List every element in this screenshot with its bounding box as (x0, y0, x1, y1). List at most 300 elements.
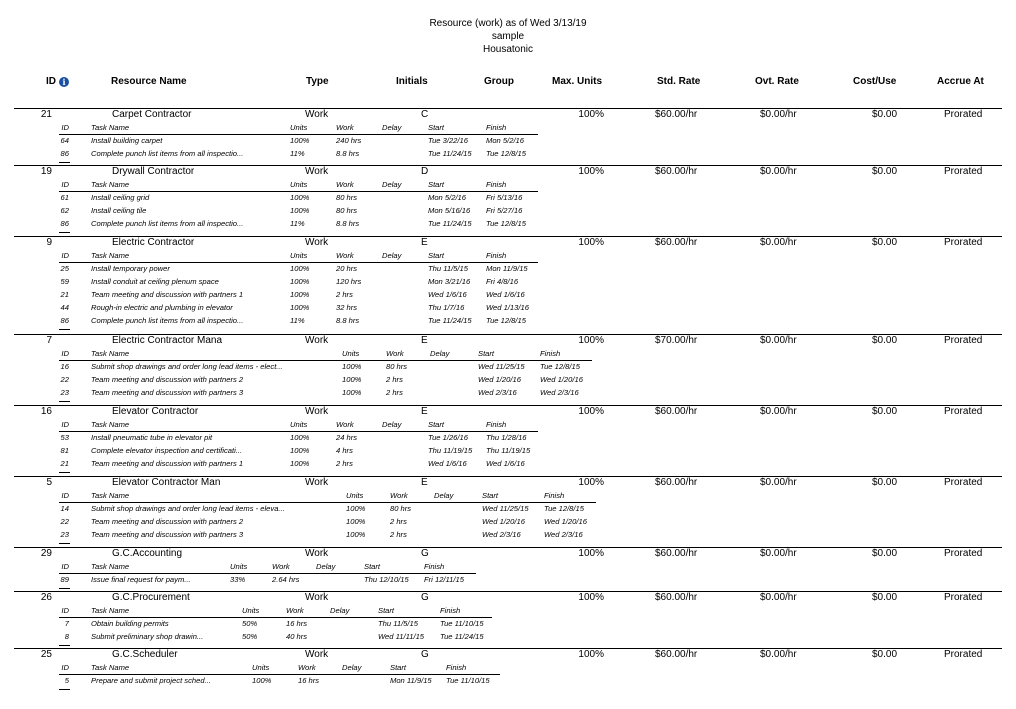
task-start: Wed 2/3/16 (482, 530, 521, 539)
resource-id: 29 (40, 548, 52, 559)
task-id: 62 (60, 206, 69, 215)
task-start: Mon 3/21/16 (428, 277, 471, 286)
subtable-header-units: Units (252, 663, 270, 672)
resource-accrue-at: Prorated (944, 335, 983, 346)
report-company: Housatonic (482, 44, 534, 55)
resource-initials: E (421, 335, 428, 346)
task-finish: Wed 1/13/16 (486, 303, 529, 312)
subtable-header-task-name: Task Name (91, 562, 130, 571)
resource-cost-use: $0.00 (872, 237, 898, 248)
task-work: 8.8 hrs (336, 219, 360, 228)
col-header-group: Group (484, 76, 514, 87)
task-units: 100% (290, 277, 310, 286)
task-units: 100% (290, 206, 310, 215)
task-finish: Tue 12/8/15 (486, 149, 526, 158)
task-name: Install temporary power (91, 264, 170, 273)
subtable-header-delay: Delay (382, 251, 402, 260)
subtable-header-start: Start (478, 349, 495, 358)
subtable-header-rule (59, 573, 476, 574)
task-finish: Wed 1/6/16 (486, 459, 525, 468)
task-id: 21 (60, 290, 69, 299)
task-units: 100% (290, 459, 310, 468)
resource-std-rate: $60.00/hr (655, 166, 698, 177)
task-name: Complete elevator inspection and certificati... (91, 446, 243, 455)
task-name: Install ceiling tile (91, 206, 147, 215)
subtable-header-start: Start (428, 123, 445, 132)
subtable-header-id: ID (61, 562, 69, 571)
resource-type: Work (305, 166, 329, 177)
subtable-header-finish: Finish (486, 251, 507, 260)
col-header-ovt-rate: Ovt. Rate (755, 76, 799, 87)
task-name: Team meeting and discussion with partners 1 (91, 290, 244, 299)
col-header-cost-use: Cost/Use (853, 76, 897, 87)
task-name: Submit preliminary shop drawin... (91, 632, 204, 641)
resource-id: 19 (40, 166, 52, 177)
subtable-header-units: Units (290, 251, 308, 260)
task-id: 23 (60, 530, 69, 539)
task-id-end-rule (59, 588, 70, 589)
resource-cost-use: $0.00 (872, 548, 898, 559)
resource-max-units: 100% (578, 477, 604, 488)
resource-type: Work (305, 237, 329, 248)
task-finish: Tue 12/8/15 (486, 219, 526, 228)
task-name: Prepare and submit project sched... (91, 676, 211, 685)
task-work: 2 hrs (386, 375, 403, 384)
task-name: Complete punch list items from all inspectio... (91, 316, 244, 325)
subtable-header-id: ID (61, 491, 69, 500)
subtable-header-finish: Finish (446, 663, 467, 672)
task-id: 86 (60, 316, 69, 325)
resource-accrue-at: Prorated (944, 548, 983, 559)
resource-ovt-rate: $0.00/hr (760, 335, 797, 346)
task-units: 100% (346, 517, 366, 526)
resource-accrue-at: Prorated (944, 166, 983, 177)
task-work: 80 hrs (390, 504, 412, 513)
subtable-header-finish: Finish (440, 606, 461, 615)
task-finish: Tue 12/8/15 (540, 362, 580, 371)
resource-id: 26 (40, 592, 52, 603)
subtable-header-rule (59, 134, 538, 135)
resource-std-rate: $60.00/hr (655, 109, 698, 120)
subtable-header-work: Work (336, 180, 354, 189)
resource-cost-use: $0.00 (872, 335, 898, 346)
task-work: 2 hrs (390, 517, 407, 526)
task-start: Mon 5/16/16 (428, 206, 471, 215)
task-units: 100% (290, 446, 310, 455)
subtable-header-work: Work (390, 491, 408, 500)
subtable-header-work: Work (286, 606, 304, 615)
subtable-header-rule (59, 502, 596, 503)
task-start: Wed 11/25/15 (482, 504, 529, 513)
subtable-header-work: Work (298, 663, 316, 672)
subtable-header-id: ID (61, 123, 69, 132)
subtable-header-units: Units (290, 420, 308, 429)
resource-max-units: 100% (578, 406, 604, 417)
subtable-header-rule (59, 674, 500, 675)
subtable-header-delay: Delay (316, 562, 336, 571)
task-units: 33% (230, 575, 246, 584)
task-name: Team meeting and discussion with partners 3 (91, 388, 244, 397)
task-id: 44 (60, 303, 69, 312)
task-units: 100% (290, 136, 310, 145)
task-id-end-rule (59, 232, 70, 233)
task-work: 240 hrs (336, 136, 362, 145)
task-start: Wed 1/6/16 (428, 290, 467, 299)
task-start: Wed 11/11/15 (378, 632, 425, 641)
task-id: 8 (64, 632, 69, 641)
task-start: Thu 1/7/16 (428, 303, 465, 312)
task-id: 64 (60, 136, 69, 145)
col-header-type: Type (306, 76, 329, 87)
task-finish: Wed 2/3/16 (540, 388, 579, 397)
resource-name: G.C.Accounting (112, 548, 183, 559)
task-work: 80 hrs (336, 193, 358, 202)
subtable-header-id: ID (61, 349, 69, 358)
task-finish: Thu 1/28/16 (486, 433, 527, 442)
task-name: Install pneumatic tube in elevator pit (91, 433, 213, 442)
subtable-header-rule (59, 431, 538, 432)
task-finish: Wed 2/3/16 (544, 530, 583, 539)
resource-std-rate: $60.00/hr (655, 477, 698, 488)
resource-id: 9 (46, 237, 52, 248)
task-id: 61 (60, 193, 69, 202)
task-id: 59 (60, 277, 69, 286)
subtable-header-start: Start (482, 491, 499, 500)
task-name: Submit shop drawings and order long lead items - eleva... (91, 504, 285, 513)
resource-accrue-at: Prorated (944, 649, 983, 660)
task-id: 89 (60, 575, 69, 584)
task-finish: Mon 11/9/15 (486, 264, 528, 273)
resource-max-units: 100% (578, 109, 604, 120)
subtable-header-id: ID (61, 606, 69, 615)
task-units: 50% (242, 632, 258, 641)
task-name: Team meeting and discussion with partners 3 (91, 530, 244, 539)
task-units: 100% (346, 504, 366, 513)
task-id: 14 (60, 504, 69, 513)
resource-name: Carpet Contractor (112, 109, 192, 120)
task-units: 11% (290, 219, 305, 228)
subtable-header-id: ID (61, 180, 69, 189)
col-header-max-units: Max. Units (552, 76, 603, 87)
task-units: 100% (290, 303, 310, 312)
subtable-header-units: Units (290, 180, 308, 189)
subtable-header-task-name: Task Name (91, 180, 130, 189)
subtable-header-rule (59, 262, 538, 263)
subtable-header-units: Units (346, 491, 364, 500)
subtable-header-start: Start (428, 251, 445, 260)
task-units: 11% (290, 149, 305, 158)
resource-max-units: 100% (578, 237, 604, 248)
subtable-header-work: Work (272, 562, 290, 571)
subtable-header-delay: Delay (382, 180, 402, 189)
task-finish: Thu 11/19/15 (486, 446, 531, 455)
subtable-header-task-name: Task Name (91, 349, 130, 358)
col-header-id-label: ID (46, 76, 56, 87)
subtable-header-work: Work (336, 251, 354, 260)
resource-ovt-rate: $0.00/hr (760, 166, 797, 177)
resource-type: Work (305, 477, 329, 488)
resource-max-units: 100% (578, 166, 604, 177)
task-name: Team meeting and discussion with partners 1 (91, 459, 244, 468)
subtable-header-delay: Delay (434, 491, 454, 500)
subtable-header-id: ID (61, 420, 69, 429)
task-name: Install conduit at ceiling plenum space (91, 277, 219, 286)
task-id-end-rule (59, 645, 70, 646)
task-start: Wed 1/20/16 (478, 375, 521, 384)
resource-name: Electric Contractor Mana (112, 335, 223, 346)
subtable-header-id: ID (61, 251, 69, 260)
resource-cost-use: $0.00 (872, 477, 898, 488)
task-work: 16 hrs (286, 619, 308, 628)
resource-initials: G (421, 592, 429, 603)
task-finish: Tue 11/10/15 (446, 676, 490, 685)
task-units: 100% (342, 375, 362, 384)
resource-initials: G (421, 548, 429, 559)
task-finish: Tue 12/8/15 (486, 316, 526, 325)
task-work: 24 hrs (336, 433, 358, 442)
task-name: Submit shop drawings and order long lead items - elect... (91, 362, 283, 371)
task-start: Wed 1/6/16 (428, 459, 467, 468)
resource-accrue-at: Prorated (944, 237, 983, 248)
resource-initials: E (421, 477, 428, 488)
task-name: Install ceiling grid (91, 193, 150, 202)
resource-initials: E (421, 237, 428, 248)
subtable-header-task-name: Task Name (91, 491, 130, 500)
task-finish: Wed 1/20/16 (544, 517, 587, 526)
subtable-header-delay: Delay (382, 420, 402, 429)
task-start: Thu 11/5/15 (428, 264, 468, 273)
task-units: 100% (252, 676, 272, 685)
resource-ovt-rate: $0.00/hr (760, 649, 797, 660)
subtable-header-finish: Finish (486, 420, 507, 429)
task-id: 81 (60, 446, 69, 455)
task-work: 40 hrs (286, 632, 308, 641)
resource-initials: C (421, 109, 429, 120)
task-units: 100% (342, 362, 362, 371)
subtable-header-task-name: Task Name (91, 663, 130, 672)
resource-type: Work (305, 592, 329, 603)
task-work: 20 hrs (336, 264, 358, 273)
task-start: Tue 11/24/15 (428, 219, 472, 228)
resource-max-units: 100% (578, 649, 604, 660)
subtable-header-work: Work (336, 420, 354, 429)
task-work: 2 hrs (386, 388, 403, 397)
resource-accrue-at: Prorated (944, 406, 983, 417)
task-start: Mon 11/9/15 (390, 676, 432, 685)
subtable-header-rule (59, 360, 592, 361)
resource-name: Drywall Contractor (112, 166, 195, 177)
task-id-end-rule (59, 472, 70, 473)
col-header-accrue-at: Accrue At (937, 76, 984, 87)
task-work: 2 hrs (390, 530, 407, 539)
resource-cost-use: $0.00 (872, 166, 898, 177)
col-header-resource-name: Resource Name (111, 76, 187, 87)
resource-name: Elevator Contractor Man (112, 477, 221, 488)
subtable-header-task-name: Task Name (91, 606, 130, 615)
task-start: Mon 5/2/16 (428, 193, 466, 202)
task-units: 50% (242, 619, 258, 628)
resource-id: 21 (40, 109, 52, 120)
task-units: 100% (290, 193, 310, 202)
resource-accrue-at: Prorated (944, 109, 983, 120)
task-finish: Tue 12/8/15 (544, 504, 584, 513)
task-name: Complete punch list items from all inspectio... (91, 219, 244, 228)
task-name: Complete punch list items from all inspectio... (91, 149, 244, 158)
resource-ovt-rate: $0.00/hr (760, 237, 797, 248)
subtable-header-task-name: Task Name (91, 420, 130, 429)
task-work: 16 hrs (298, 676, 320, 685)
resource-max-units: 100% (578, 548, 604, 559)
resource-type: Work (305, 548, 329, 559)
task-work: 80 hrs (336, 206, 358, 215)
task-units: 100% (346, 530, 366, 539)
col-header-initials: Initials (396, 76, 428, 87)
task-finish: Wed 1/20/16 (540, 375, 583, 384)
task-work: 4 hrs (336, 446, 353, 455)
resource-ovt-rate: $0.00/hr (760, 592, 797, 603)
resource-initials: G (421, 649, 429, 660)
resource-std-rate: $70.00/hr (655, 335, 698, 346)
task-name: Team meeting and discussion with partners 2 (91, 375, 244, 384)
task-work: 8.8 hrs (336, 316, 360, 325)
subtable-header-id: ID (61, 663, 69, 672)
resource-cost-use: $0.00 (872, 649, 898, 660)
subtable-header-delay: Delay (382, 123, 402, 132)
resource-ovt-rate: $0.00/hr (760, 406, 797, 417)
task-name: Rough-in electric and plumbing in elevator (91, 303, 233, 312)
task-work: 32 hrs (336, 303, 358, 312)
resource-std-rate: $60.00/hr (655, 406, 698, 417)
task-work: 80 hrs (386, 362, 408, 371)
resource-id: 16 (40, 406, 52, 417)
subtable-header-delay: Delay (330, 606, 350, 615)
task-start: Thu 11/19/15 (428, 446, 473, 455)
task-work: 2 hrs (336, 290, 353, 299)
task-id: 86 (60, 219, 69, 228)
col-header-std-rate: Std. Rate (657, 76, 701, 87)
subtable-header-work: Work (336, 123, 354, 132)
task-work: 120 hrs (336, 277, 362, 286)
task-id: 5 (64, 676, 69, 685)
report-subtitle: sample (491, 31, 525, 42)
subtable-header-finish: Finish (486, 180, 507, 189)
task-id: 53 (60, 433, 69, 442)
resource-initials: D (421, 166, 429, 177)
resource-std-rate: $60.00/hr (655, 592, 698, 603)
task-finish: Fri 5/13/16 (486, 193, 523, 202)
subtable-header-units: Units (290, 123, 308, 132)
resource-name: G.C.Procurement (112, 592, 190, 603)
task-id-end-rule (59, 401, 70, 402)
resource-name: G.C.Scheduler (112, 649, 178, 660)
task-units: 100% (290, 290, 310, 299)
task-finish: Fri 4/8/16 (486, 277, 519, 286)
subtable-header-delay: Delay (342, 663, 362, 672)
task-id: 21 (60, 459, 69, 468)
task-id: 86 (60, 149, 69, 158)
task-id: 25 (60, 264, 69, 273)
subtable-header-start: Start (428, 180, 445, 189)
subtable-header-finish: Finish (424, 562, 445, 571)
resource-type: Work (305, 649, 329, 660)
resource-initials: E (421, 406, 428, 417)
task-units: 100% (290, 264, 310, 273)
task-id-end-rule (59, 543, 70, 544)
task-id: 22 (60, 375, 69, 384)
task-name: Team meeting and discussion with partners 2 (91, 517, 244, 526)
task-start: Tue 11/24/15 (428, 149, 472, 158)
task-finish: Tue 11/10/15 (440, 619, 484, 628)
task-id: 23 (60, 388, 69, 397)
subtable-header-units: Units (230, 562, 248, 571)
resource-cost-use: $0.00 (872, 592, 898, 603)
task-start: Tue 1/26/16 (428, 433, 468, 442)
task-units: 11% (290, 316, 305, 325)
subtable-header-finish: Finish (544, 491, 565, 500)
resource-std-rate: $60.00/hr (655, 237, 698, 248)
task-id: 7 (64, 619, 69, 628)
resource-accrue-at: Prorated (944, 592, 983, 603)
task-units: 100% (342, 388, 362, 397)
task-finish: Tue 11/24/15 (440, 632, 484, 641)
subtable-header-task-name: Task Name (91, 251, 130, 260)
resource-type: Work (305, 406, 329, 417)
task-id-end-rule (59, 162, 70, 163)
task-start: Tue 11/24/15 (428, 316, 472, 325)
resource-ovt-rate: $0.00/hr (760, 548, 797, 559)
task-id: 22 (60, 517, 69, 526)
task-start: Wed 2/3/16 (478, 388, 517, 397)
task-start: Thu 11/5/15 (378, 619, 418, 628)
subtable-header-start: Start (364, 562, 381, 571)
task-work: 2.64 hrs (272, 575, 300, 584)
resource-ovt-rate: $0.00/hr (760, 477, 797, 488)
task-finish: Mon 5/2/16 (486, 136, 524, 145)
info-icon[interactable]: i (59, 77, 69, 87)
task-start: Tue 3/22/16 (428, 136, 468, 145)
task-finish: Wed 1/6/16 (486, 290, 525, 299)
resource-cost-use: $0.00 (872, 406, 898, 417)
task-id: 16 (60, 362, 69, 371)
task-name: Install building carpet (91, 136, 163, 145)
task-start: Wed 1/20/16 (482, 517, 525, 526)
task-finish: Fri 12/11/15 (424, 575, 464, 584)
subtable-header-rule (59, 617, 492, 618)
resource-max-units: 100% (578, 592, 604, 603)
subtable-header-start: Start (378, 606, 395, 615)
resource-type: Work (305, 335, 329, 346)
task-name: Issue final request for paym... (91, 575, 191, 584)
subtable-header-units: Units (242, 606, 260, 615)
subtable-header-delay: Delay (430, 349, 450, 358)
resource-id: 25 (40, 649, 52, 660)
resource-id: 5 (46, 477, 52, 488)
resource-name: Electric Contractor (112, 237, 195, 248)
resource-name: Elevator Contractor (112, 406, 199, 417)
task-id-end-rule (59, 689, 70, 690)
resource-id: 7 (46, 335, 52, 346)
resource-cost-use: $0.00 (872, 109, 898, 120)
task-work: 2 hrs (336, 459, 353, 468)
task-name: Obtain building permits (91, 619, 169, 628)
task-start: Wed 11/25/15 (478, 362, 525, 371)
subtable-header-rule (59, 191, 538, 192)
resource-ovt-rate: $0.00/hr (760, 109, 797, 120)
resource-std-rate: $60.00/hr (655, 548, 698, 559)
subtable-header-finish: Finish (540, 349, 561, 358)
resource-std-rate: $60.00/hr (655, 649, 698, 660)
resource-type: Work (305, 109, 329, 120)
